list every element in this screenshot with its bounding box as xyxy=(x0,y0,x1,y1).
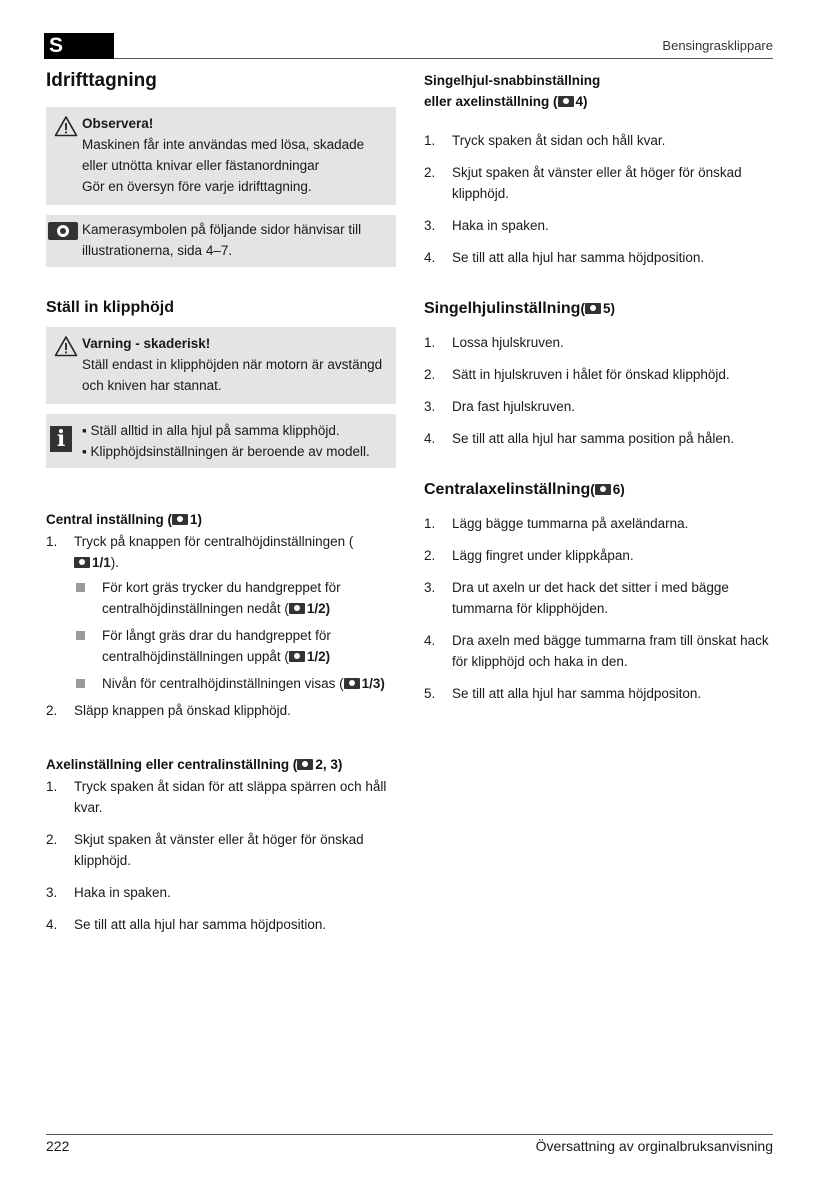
camera-ref-icon xyxy=(585,303,601,314)
list-item: 5. Se till att alla hjul har samma höjdpositon. xyxy=(424,686,702,701)
footer-divider xyxy=(46,1134,773,1135)
list-item: 1. Lossa hjulskruven. xyxy=(424,335,564,350)
header-divider xyxy=(114,58,773,59)
info-bullet-2: ▪ Klipphöjdsinställningen är beroende av modell. xyxy=(82,444,370,459)
warning-title: Varning - skaderisk! xyxy=(82,336,211,351)
list-item: 2. Släpp knappen på önskad klipphöjd. xyxy=(46,703,291,718)
right-column xyxy=(424,70,774,704)
list-item: 2. Lägg fingret under klippkåpan. xyxy=(424,548,634,563)
list-item: För kort gräs trycker du handgreppet för centralhöjdinställningen nedåt ( 1/2) xyxy=(74,577,396,619)
camera-ref-icon xyxy=(172,514,188,525)
observe-title: Observera! xyxy=(82,116,154,131)
warning-triangle-icon xyxy=(54,115,78,137)
camera-ref-icon xyxy=(558,96,574,107)
list-item: 4. Se till att alla hjul har samma höjdposition. xyxy=(46,917,327,932)
camera-ref-icon xyxy=(595,484,611,495)
camera-ref-icon xyxy=(289,651,305,662)
left-column xyxy=(46,70,396,935)
page-number: 222 xyxy=(46,1138,70,1154)
quick-setting-heading: Singelhjul-snabbinställning eller axelinställning ( 4) xyxy=(424,73,601,109)
observe-notice xyxy=(46,107,396,205)
quick-steps xyxy=(424,130,774,268)
camera-ref-icon xyxy=(74,557,90,568)
central-sub-list xyxy=(74,577,396,694)
central-axle-steps xyxy=(424,513,774,704)
list-item: 2. Sätt in hjulskruven i hålet för önskad klipphöjd. xyxy=(424,367,730,382)
central-axle-heading: Centralaxelinställning( 6) xyxy=(424,481,625,498)
list-item: 1. Lägg bägge tummarna på axeländarna. xyxy=(424,516,689,531)
single-wheel-steps xyxy=(424,332,774,449)
camera-note-text: Kamerasymbolen på följande sidor hänvisar till illustrationerna, sida 4–7. xyxy=(82,222,362,258)
observe-text-2: Gör en översyn före varje idrifttagning. xyxy=(82,179,312,194)
camera-ref-icon xyxy=(344,678,360,689)
list-item: 3. Dra fast hjulskruven. xyxy=(424,399,576,414)
info-icon: i xyxy=(50,426,72,452)
page-title: Idrifttagning xyxy=(46,70,157,91)
central-setting-heading: Central inställning ( 1) xyxy=(46,512,203,527)
header-product-title: Bensingrasklippare xyxy=(662,38,773,53)
camera-ref-icon xyxy=(289,603,305,614)
language-badge xyxy=(44,33,114,59)
list-item: 3. Haka in spaken. xyxy=(46,885,171,900)
single-wheel-heading: Singelhjulinställning( 5) xyxy=(424,300,615,317)
axle-setting-heading: Axelinställning eller centralinställning ( 2, 3) xyxy=(46,757,343,772)
list-item: Nivån för centralhöjdinställningen visas ( 1/3) xyxy=(74,673,396,694)
info-bullet-1: ▪ Ställ alltid in alla hjul på samma klipphöjd. xyxy=(82,423,340,438)
list-item: 1. Tryck på knappen för centralhöjdinställningen (1/1). För kort gräs trycker du handgreppet för centralhöjdinställningen nedåt ( 1/2) För långt gräs drar du handgreppet för centralhöjdinställningen uppåt ( 1/2) Nivån för centralhöjdinställningen visas ( 1/3) xyxy=(46,531,396,694)
warning-triangle-icon xyxy=(54,335,78,357)
footer-note: Översattning av orginalbruksanvisning xyxy=(535,1138,773,1154)
camera-note-box xyxy=(46,215,396,267)
list-item: 1. Tryck spaken åt sidan och håll kvar. xyxy=(424,133,666,148)
list-item: 2. Skjut spaken åt vänster eller åt höger för önskad klipphöjd. xyxy=(46,832,364,868)
list-item: För långt gräs drar du handgreppet för centralhöjdinställningen uppåt ( 1/2) xyxy=(74,625,396,667)
language-code: S xyxy=(49,34,64,57)
list-item: 3. Haka in spaken. xyxy=(424,218,549,233)
list-item: 3. Dra ut axeln ur det hack det sitter i med bägge tummarna för klipphöjden. xyxy=(424,580,729,616)
camera-icon xyxy=(48,222,78,240)
list-item: 2. Skjut spaken åt vänster eller åt höger för önskad klipphöjd. xyxy=(424,165,742,201)
warning-notice xyxy=(46,327,396,404)
camera-ref-icon xyxy=(297,759,313,770)
central-steps xyxy=(46,531,396,721)
list-item: 4. Dra axeln med bägge tummarna fram till önskat hack för klipphöjd och haka in den. xyxy=(424,633,769,669)
info-box xyxy=(46,414,396,468)
cutting-height-heading: Ställ in klipphöjd xyxy=(46,299,174,316)
observe-text-1: Maskinen får inte användas med lösa, skadade eller utnötta knivar eller fästanordningar xyxy=(82,137,365,173)
axle-steps xyxy=(46,776,396,935)
warning-text: Ställ endast in klipphöjden när motorn är avstängd och kniven har stannat. xyxy=(82,357,383,393)
list-item: 1. Tryck spaken åt sidan för att släppa spärren och håll kvar. xyxy=(46,779,387,815)
list-item: 4. Se till att alla hjul har samma höjdposition. xyxy=(424,250,705,265)
list-item: 4. Se till att alla hjul har samma position på hålen. xyxy=(424,431,735,446)
